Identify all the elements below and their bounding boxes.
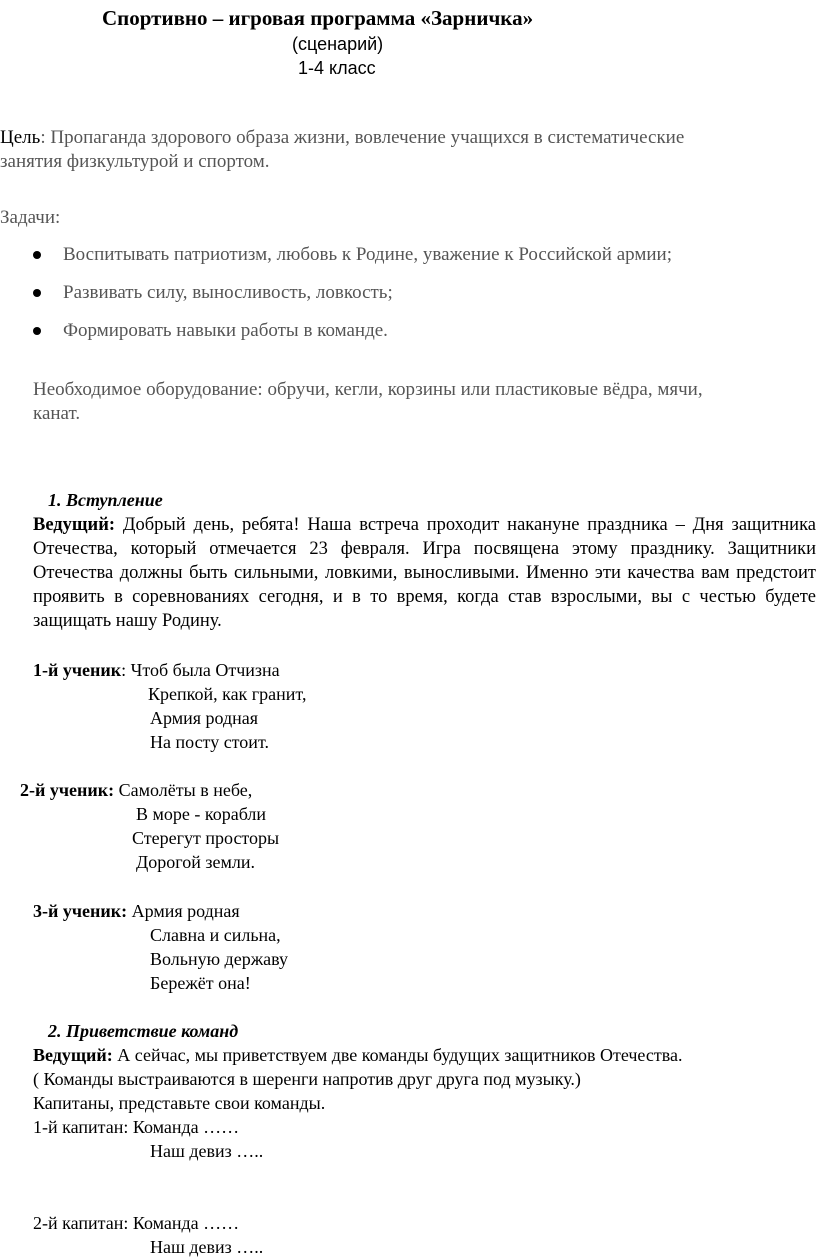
- goal-label: Цель: [0, 127, 41, 148]
- goal-line-2: занятия физкультурой и спортом.: [0, 151, 270, 172]
- section-heading-greeting: 2. Приветствие команд: [48, 1021, 239, 1041]
- host-text: Добрый день, ребята! Наша встреча проходит накануне праздника – Дня защитника Отечества, который отмечается 23 февраля. Игра посвящена этому празднику. Защитники Отечества должны быть сильными, ловкими, выносливыми. Именно эти качества вам предстоит проявить в соревнованиях сегодня, и в то время, когда став взрослыми, вы с честью будете защищать нашу Родину.: [33, 515, 816, 631]
- pupil1-label: 1-й ученик: [33, 660, 122, 680]
- section-heading-intro: 1. Вступление: [48, 490, 163, 510]
- goal-line-1: [0, 126, 684, 150]
- host-label: Ведущий:: [33, 515, 116, 535]
- verse-line: Славна и сильна,: [150, 925, 281, 945]
- host-text: А сейчас, мы приветствуем две команды будущих защитников Отечества.: [112, 1045, 683, 1065]
- captain1-team: Команда ……: [132, 1117, 240, 1137]
- task-item: Воспитывать патриотизм, любовь к Родине, уважение к Российской армии;: [63, 244, 672, 265]
- verse-line: Армия родная: [150, 708, 259, 728]
- captain2-line: [33, 1211, 239, 1235]
- captain2-team: Команда ……: [132, 1213, 240, 1233]
- stage-note: ( Команды выстраиваются в шеренги напротив друг друга под музыку.): [33, 1069, 581, 1089]
- verse-line: На посту стоит.: [150, 732, 269, 752]
- pupil1-colon: :: [121, 660, 131, 680]
- equipment-line-2: канат.: [33, 403, 81, 424]
- pupil3-label: 3-й ученик:: [33, 901, 128, 921]
- document-subtitle: (сценарий): [292, 34, 384, 54]
- host-label: Ведущий:: [33, 1045, 113, 1065]
- pupil2-line-1: [20, 778, 252, 802]
- captain1-motto: Наш девиз …..: [150, 1141, 264, 1161]
- pupil3-line-1: [33, 899, 240, 923]
- verse-line: Стерегут просторы: [132, 828, 280, 848]
- verse-line: В море - корабли: [136, 804, 267, 824]
- task-item: Формировать навыки работы в команде.: [63, 320, 388, 341]
- captain2-label: 2-й капитан:: [33, 1213, 133, 1233]
- verse-line: Армия родная: [127, 901, 240, 921]
- bullet-icon: [33, 251, 41, 259]
- document-title: Спортивно – игровая программа «Зарничка»: [102, 6, 534, 30]
- captain1-line: [33, 1115, 239, 1139]
- grade-label: 1-4 класс: [298, 58, 376, 78]
- goal-text: : Пропаганда здорового образа жизни, вовлечение учащихся в систематические: [40, 127, 685, 148]
- verse-line: Самолёты в небе,: [114, 780, 253, 800]
- captain2-motto: Наш девиз …..: [150, 1237, 264, 1257]
- tasks-label: Задачи:: [0, 207, 61, 228]
- pupil1-line-1: [33, 658, 280, 682]
- verse-line: Вольную державу: [150, 949, 288, 969]
- verse-line: Чтоб была Отчизна: [130, 660, 280, 680]
- bullet-icon: [33, 289, 41, 297]
- verse-line: Дорогой земли.: [136, 852, 255, 872]
- verse-line: Крепкой, как гранит,: [148, 684, 307, 704]
- host-speech-intro: [33, 513, 816, 633]
- equipment-line-1: Необходимое оборудование: обручи, кегли, корзины или пластиковые вёдра, мячи,: [33, 379, 703, 400]
- verse-line: Бережёт она!: [150, 973, 251, 993]
- captains-call: Капитаны, представьте свои команды.: [33, 1093, 326, 1113]
- pupil2-label: 2-й ученик:: [20, 780, 115, 800]
- captain1-label: 1-й капитан:: [33, 1117, 133, 1137]
- task-item: Развивать силу, выносливость, ловкость;: [63, 282, 393, 303]
- bullet-icon: [33, 327, 41, 335]
- host-speech-greeting: [33, 1043, 682, 1067]
